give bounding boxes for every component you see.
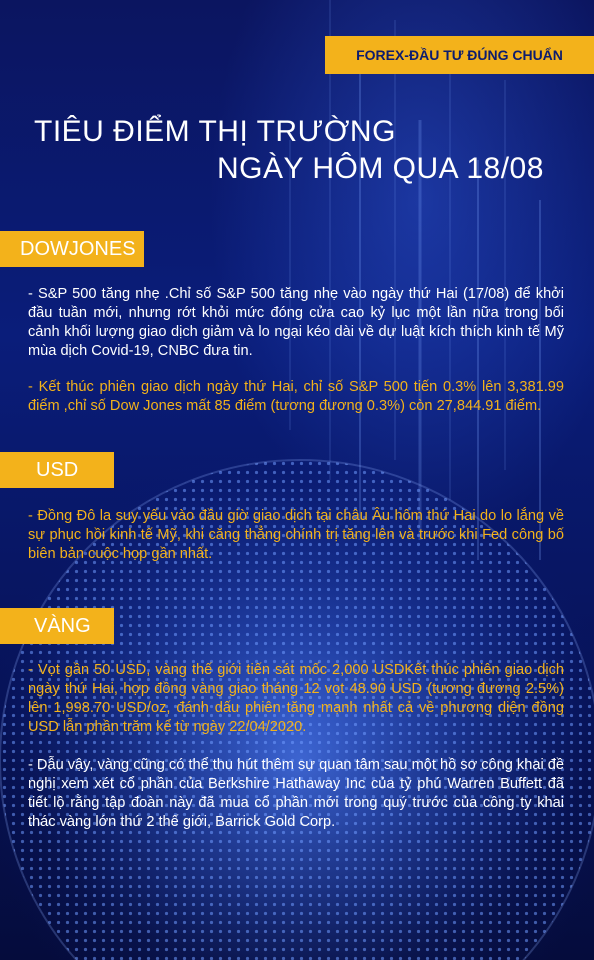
brand-banner: FOREX-ĐẦU TƯ ĐÚNG CHUẨN bbox=[325, 36, 594, 74]
dowjones-paragraph-2: - Kết thúc phiên giao dịch ngày thứ Hai, chỉ số S&P 500 tiến 0.3% lên 3,381.99 điểm ,chỉ số Dow Jones mất 85 điểm (tương đương 0.3%) còn 27,844.91 điểm. bbox=[28, 379, 564, 414]
section-tag-gold: VÀNG bbox=[0, 608, 114, 644]
gold-paragraph-1: - Vọt gần 50 USD, vàng thế giới tiến sát mốc 2,000 USDKết thúc phiên giao dịch ngày thứ Hai, hợp đồng vàng giao tháng 12 vọt 48.90 USD (tương đương 2.5%) lên 1,998.70 USD/oz, đánh dấu phiên tăng mạnh nhất cả về phương diện đồng USD lẫn phần trăm kể từ ngày 22/04/2020. bbox=[28, 662, 564, 735]
page-title-line2: NGÀY HÔM QUA 18/08 bbox=[217, 152, 544, 185]
gold-paragraph-2: - Dẫu vậy, vàng cũng có thể thu hút thêm sự quan tâm sau một hồ sơ công khai đề nghị xem xét cổ phần của Berkshire Hathaway Inc của tỷ phú Warren Buffett đã tiết lộ rằng tập đoàn này đã mua cổ phần mới trong quý trước của công ty khai thác vàng lớn thứ 2 thế giới, Barrick Gold Corp. bbox=[28, 757, 564, 830]
usd-paragraph-1: - Đồng Đô la suy yếu vào đầu giờ giao dịch tại châu Âu hôm thứ Hai do lo lắng về sự phục hồi kinh tế Mỹ, khi căng thẳng chính trị tăng lên và trước khi Fed công bố biên bản cuộc họp gần nhất. bbox=[28, 508, 564, 562]
section-tag-dowjones: DOWJONES bbox=[0, 231, 144, 267]
dowjones-paragraph-1: - S&P 500 tăng nhẹ .Chỉ số S&P 500 tăng nhẹ vào ngày thứ Hai (17/08) để khởi đầu tuần mới, nhưng rớt khỏi mức đóng cửa cao kỷ lục một lần nữa trong bối cảnh khối lượng giao dịch giảm và lo ngại kéo dài về dự luật kích thích kinh tế Mỹ mùa dịch Covid-19, CNBC đưa tin. bbox=[28, 286, 564, 359]
section-tag-usd: USD bbox=[0, 452, 114, 488]
page-title-line1: TIÊU ĐIỂM THỊ TRƯỜNG bbox=[34, 115, 396, 148]
